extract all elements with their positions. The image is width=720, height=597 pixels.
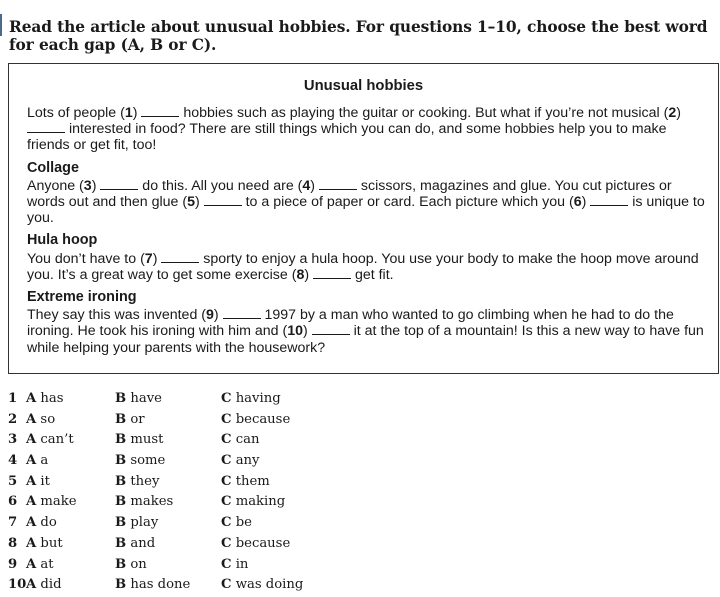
option-letter: C (221, 556, 232, 572)
paragraph-text: sporty to enjoy a hula hoop. You use your body to make the hoop move around you. It’s a great way to get some exercise ( (27, 250, 699, 283)
gap-number: 6 (573, 194, 582, 211)
option-row (8, 412, 348, 433)
article-body (27, 105, 707, 356)
option-letter: A (26, 411, 37, 427)
section-heading-collage: Collage (27, 159, 79, 176)
option-letter: A (26, 473, 37, 489)
extreme-ironing-paragraph (27, 307, 707, 356)
paragraph-text: ) (303, 323, 312, 340)
question-number: 10 (8, 577, 27, 593)
paragraph-text: Lots of people ( (27, 105, 125, 121)
option-letter: C (221, 535, 232, 551)
option-b[interactable] (115, 515, 158, 530)
collage-paragraph (27, 178, 707, 227)
option-letter: A (26, 556, 37, 572)
option-text: do (36, 515, 57, 531)
answer-gap[interactable] (161, 253, 199, 263)
gap-number: 3 (83, 177, 92, 194)
section-heading-extreme-ironing: Extreme ironing (27, 289, 137, 306)
paragraph-text: interested in food? There are still things which you can do, and some hobbies help you to make friends or get fit, too! (27, 121, 667, 154)
option-a[interactable] (26, 391, 64, 406)
option-text: has (36, 391, 64, 406)
option-text: so (36, 411, 56, 427)
option-letter: A (26, 453, 37, 469)
option-letter: C (221, 515, 232, 531)
option-a[interactable] (26, 474, 50, 489)
option-row (8, 494, 348, 515)
option-letter: C (221, 391, 232, 406)
option-text: did (36, 577, 62, 593)
gap-number: 10 (287, 323, 304, 340)
option-text: can (231, 432, 260, 448)
paragraph-text: is unique to you. (27, 194, 705, 227)
option-text: but (36, 535, 63, 551)
paragraph-text: do this. All you need are ( (138, 177, 303, 194)
option-letter: A (26, 577, 37, 593)
option-text: on (126, 556, 147, 572)
page-edge-mark (0, 14, 2, 36)
option-row (8, 577, 348, 597)
paragraph-text: ) (213, 307, 223, 324)
gap-number: 9 (206, 307, 214, 324)
paragraph-text: ) (581, 194, 591, 211)
option-text: them (231, 473, 270, 489)
option-c[interactable] (221, 474, 270, 489)
option-a[interactable] (26, 557, 54, 572)
option-text: must (126, 432, 164, 448)
option-letter: B (115, 577, 127, 593)
question-number: 5 (8, 473, 18, 489)
option-text: have (126, 391, 162, 406)
option-text: at (36, 556, 54, 572)
option-a[interactable] (26, 412, 55, 427)
option-a[interactable] (26, 577, 62, 592)
option-text: they (126, 473, 160, 489)
option-letter: A (26, 432, 37, 448)
option-c[interactable] (221, 432, 259, 447)
question-number: 7 (8, 515, 18, 531)
gap-number: 1 (124, 105, 133, 121)
option-row (8, 432, 348, 453)
article-box (8, 63, 719, 374)
option-text: a (36, 453, 49, 469)
paragraph-text: ) (676, 105, 681, 121)
answer-gap[interactable] (590, 196, 628, 206)
option-b[interactable] (115, 577, 190, 592)
answer-gap[interactable] (141, 107, 179, 117)
option-text: can’t (36, 432, 74, 448)
paragraph-text: They say this was invented ( (27, 307, 206, 324)
option-c[interactable] (221, 494, 285, 509)
option-text: play (126, 515, 159, 531)
option-b[interactable] (115, 453, 165, 468)
option-text: make (36, 494, 77, 510)
option-letter: C (221, 577, 232, 593)
gap-number: 5 (187, 194, 195, 211)
question-number: 4 (8, 453, 18, 469)
hula-hoop-paragraph (27, 251, 707, 283)
option-text: because (231, 535, 291, 551)
option-a[interactable] (26, 453, 48, 468)
option-letter: B (115, 411, 127, 427)
option-b[interactable] (115, 432, 163, 447)
option-letter: A (26, 391, 37, 406)
option-text: has done (126, 577, 191, 593)
option-c[interactable] (221, 412, 290, 427)
option-text: be (231, 515, 252, 531)
option-b[interactable] (115, 474, 159, 489)
option-text: it (36, 473, 50, 489)
gap-number: 4 (302, 177, 311, 194)
answer-options (8, 391, 348, 597)
option-row (8, 515, 348, 536)
option-letter: A (26, 535, 37, 551)
option-b[interactable] (115, 412, 145, 427)
paragraph-text: it at the top of a mountain! Is this a new way to have fun while helping your parents with the housework? (27, 323, 704, 356)
option-a[interactable] (26, 515, 57, 530)
option-row (8, 453, 348, 474)
paragraph-text: to a piece of paper or card. Each picture which you ( (241, 194, 574, 211)
option-text: making (231, 494, 286, 510)
option-a[interactable] (26, 536, 63, 551)
option-text: some (126, 453, 166, 469)
option-letter: C (221, 473, 232, 489)
option-text: any (231, 453, 260, 469)
option-text: was doing (231, 577, 304, 593)
option-row (8, 391, 348, 412)
answer-gap[interactable] (204, 196, 242, 206)
question-number: 8 (8, 535, 18, 551)
paragraph-text: Anyone ( (27, 177, 84, 194)
answer-gap[interactable] (100, 180, 138, 190)
option-a[interactable] (26, 432, 74, 447)
answer-gap[interactable] (312, 325, 350, 335)
instructions: Read the article about unusual hobbies. For questions 1–10, choose the best word for each gap (A, B or C). (9, 18, 708, 54)
question-number: 9 (8, 556, 18, 572)
option-text: or (126, 411, 145, 427)
answer-gap[interactable] (27, 123, 65, 133)
section-heading-hula-hoop: Hula hoop (27, 232, 98, 249)
paragraph-text: hobbies such as playing the guitar or cooking. But what if you’re not musical ( (179, 105, 669, 121)
paragraph-text: You don’t have to ( (27, 250, 145, 267)
option-c[interactable] (221, 391, 281, 406)
paragraph-text: ) (195, 194, 204, 211)
option-c[interactable] (221, 515, 252, 530)
option-letter: B (115, 535, 127, 551)
gap-number: 8 (296, 266, 305, 283)
paragraph-text: ) (310, 177, 319, 194)
option-letter: B (115, 432, 127, 448)
option-letter: B (115, 473, 127, 489)
paragraph-text: scissors, magazines and glue. You cut pictures or words out and then glue ( (27, 177, 672, 211)
option-letter: B (115, 453, 127, 469)
option-b[interactable] (115, 391, 162, 406)
question-number: 3 (8, 432, 18, 448)
option-letter: C (221, 411, 232, 427)
option-text: because (231, 411, 291, 427)
option-b[interactable] (115, 494, 173, 509)
paragraph-text: ) (91, 177, 101, 194)
question-number: 1 (8, 391, 18, 406)
paragraph-text: ) (304, 266, 313, 283)
gap-number: 2 (668, 105, 677, 121)
option-letter: B (115, 391, 127, 406)
option-letter: B (115, 515, 127, 531)
option-letter: C (221, 453, 232, 469)
question-number: 6 (8, 494, 18, 510)
option-text: having (231, 391, 281, 406)
answer-gap[interactable] (313, 269, 351, 279)
option-letter: C (221, 432, 232, 448)
option-c[interactable] (221, 453, 260, 468)
option-text: makes (126, 494, 174, 510)
option-letter: B (115, 494, 127, 510)
option-letter: B (115, 556, 127, 572)
option-letter: A (26, 494, 37, 510)
option-c[interactable] (221, 577, 303, 592)
gap-number: 7 (144, 250, 153, 267)
option-row (8, 557, 348, 578)
option-row (8, 474, 348, 495)
option-row (8, 536, 348, 557)
paragraph-text: ) (132, 105, 142, 121)
option-c[interactable] (221, 536, 290, 551)
answer-gap[interactable] (319, 180, 357, 190)
answer-gap[interactable] (223, 309, 261, 319)
option-c[interactable] (221, 557, 248, 572)
option-letter: C (221, 494, 232, 510)
paragraph-text: 1997 by a man who wanted to go climbing when he had to do the ironing. He took his ironing with him and ( (27, 307, 674, 340)
option-a[interactable] (26, 494, 77, 509)
option-text: in (231, 556, 249, 572)
question-number: 2 (8, 411, 18, 427)
option-b[interactable] (115, 557, 147, 572)
paragraph-text: ) (152, 250, 162, 267)
option-letter: A (26, 515, 37, 531)
option-b[interactable] (115, 536, 155, 551)
paragraph-text: get fit. (351, 266, 394, 283)
article-title: Unusual hobbies (303, 78, 424, 94)
intro-paragraph (27, 105, 707, 154)
option-text: and (126, 535, 156, 551)
